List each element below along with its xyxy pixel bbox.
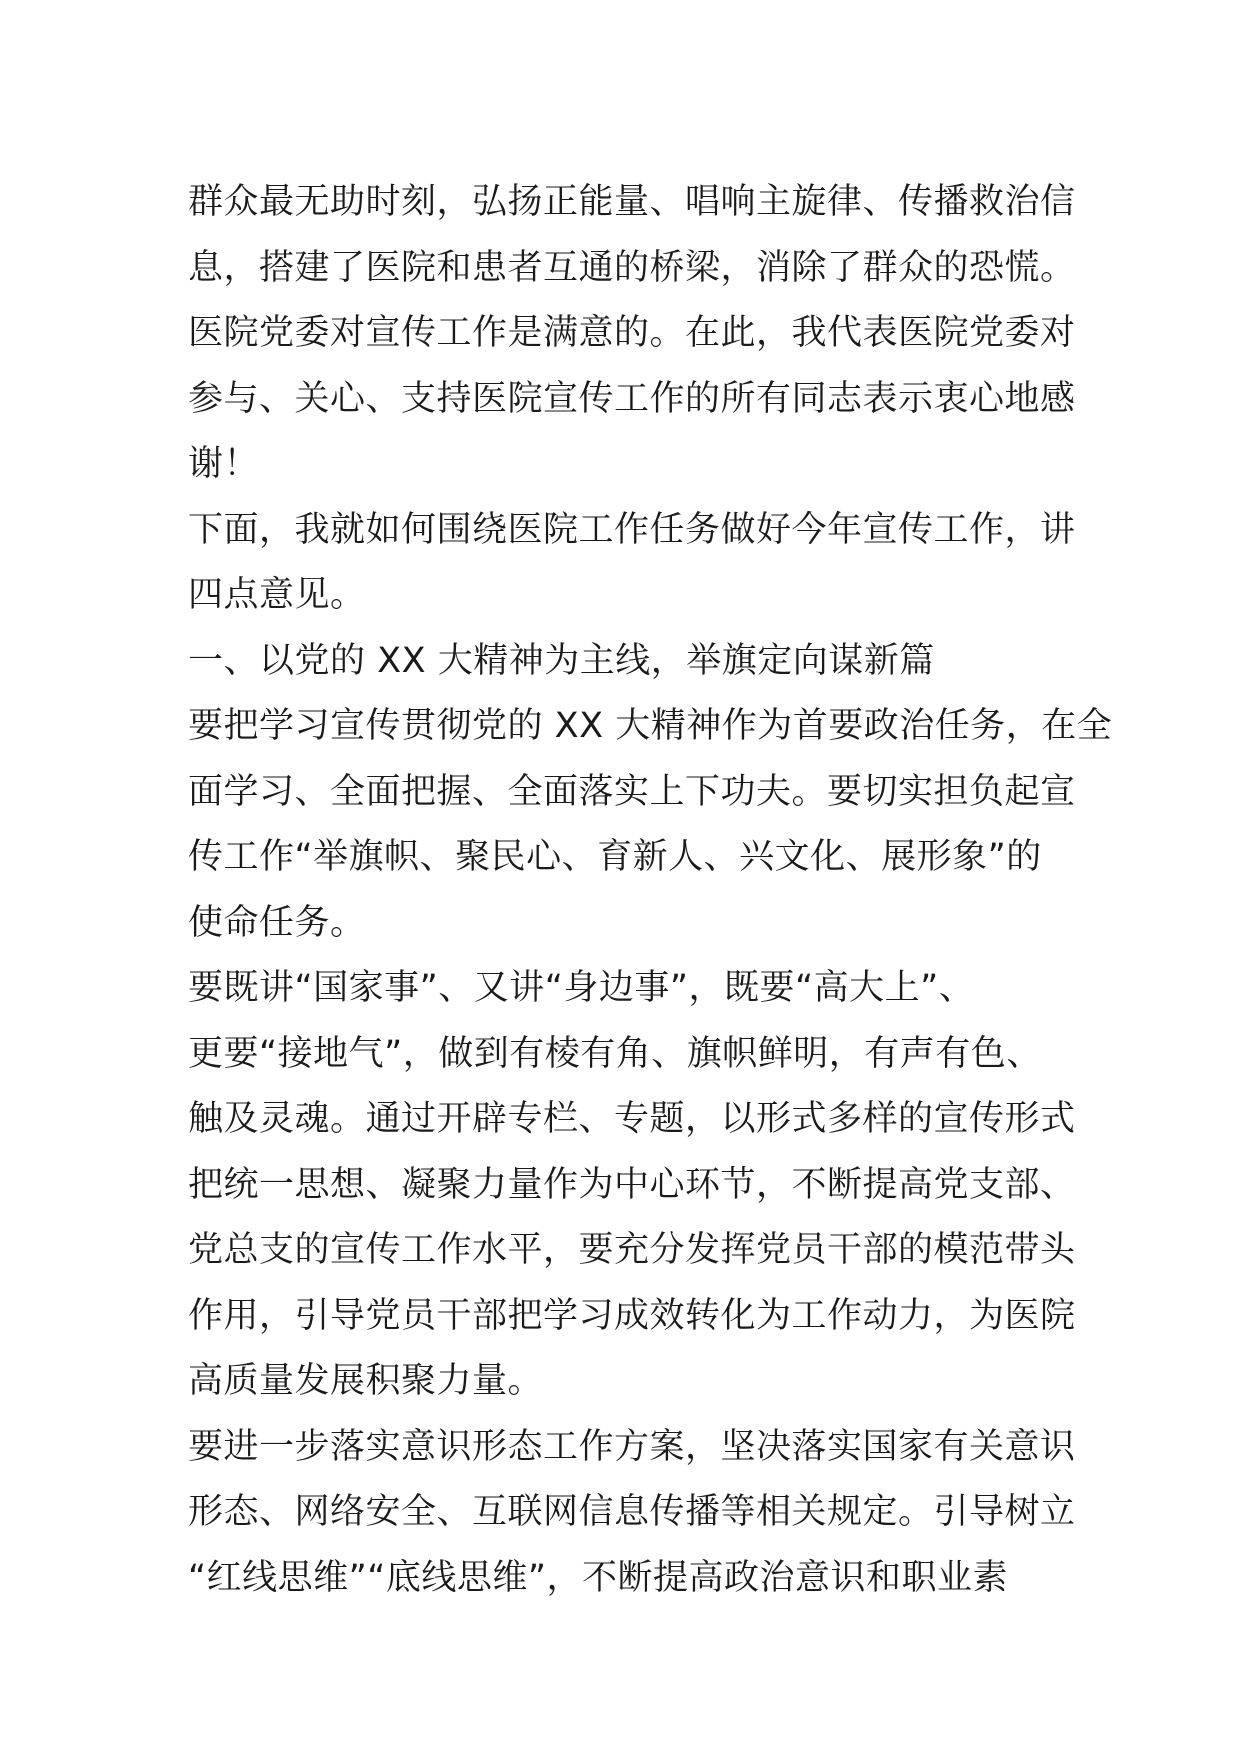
text-line: 把统一思想、凝聚力量作为中心环节，不断提高党支部、 — [188, 1164, 1076, 1205]
text-line: 更要“接地气”，做到有棱有角、旗帜鲜明，有声有色、 — [188, 1033, 1042, 1074]
text-line: “红线思维”“底线思维”，不断提高政治意识和职业素 — [188, 1557, 1009, 1598]
text-line: 四点意见。 — [188, 575, 366, 615]
text-line: 党总支的宣传工作水平，要充分发挥党员干部的模范带头 — [188, 1230, 1076, 1270]
text-line: 要既讲“国家事”、又讲“身边事”，既要“高大上”、 — [188, 968, 975, 1008]
text-line: 要把学习宣传贯彻党的 XX 大精神作为首要政治任务，在全 — [188, 706, 1113, 746]
text-line: 医院党委对宣传工作是满意的。在此，我代表医院党委对 — [188, 313, 1076, 353]
text-line: 群众最无助时刻，弘扬正能量、唱响主旋律、传播救治信 — [188, 182, 1076, 222]
section-heading: 一、以党的 XX 大精神为主线，举旗定向谋新篇 — [188, 640, 935, 681]
text-line: 高质量发展积聚力量。 — [188, 1361, 544, 1401]
text-line: 传工作“举旗帜、聚民心、育新人、兴文化、展形象”的 — [188, 837, 1042, 877]
text-line: 触及灵魂。通过开辟专栏、专题，以形式多样的宣传形式 — [188, 1099, 1076, 1139]
text-line: 参与、关心、支持医院宣传工作的所有同志表示衷心地感 — [188, 378, 1076, 419]
text-line: 作用，引导党员干部把学习成效转化为工作动力，为医院 — [188, 1295, 1076, 1336]
text-line: 形态、网络安全、互联网信息传播等相关规定。引导树立 — [188, 1492, 1076, 1532]
document-body — [188, 170, 1113, 1611]
text-line: 息，搭建了医院和患者互通的桥梁，消除了群众的恐慌。 — [188, 247, 1076, 288]
text-line: 要进一步落实意识形态工作方案，坚决落实国家有关意识 — [188, 1426, 1076, 1467]
text-line: 谢！ — [188, 444, 260, 484]
text-line: 使命任务。 — [188, 902, 366, 943]
text-line: 下面，我就如何围绕医院工作任务做好今年宣传工作，讲 — [188, 509, 1076, 550]
text-line: 面学习、全面把握、全面落实上下功夫。要切实担负起宣 — [188, 771, 1076, 812]
